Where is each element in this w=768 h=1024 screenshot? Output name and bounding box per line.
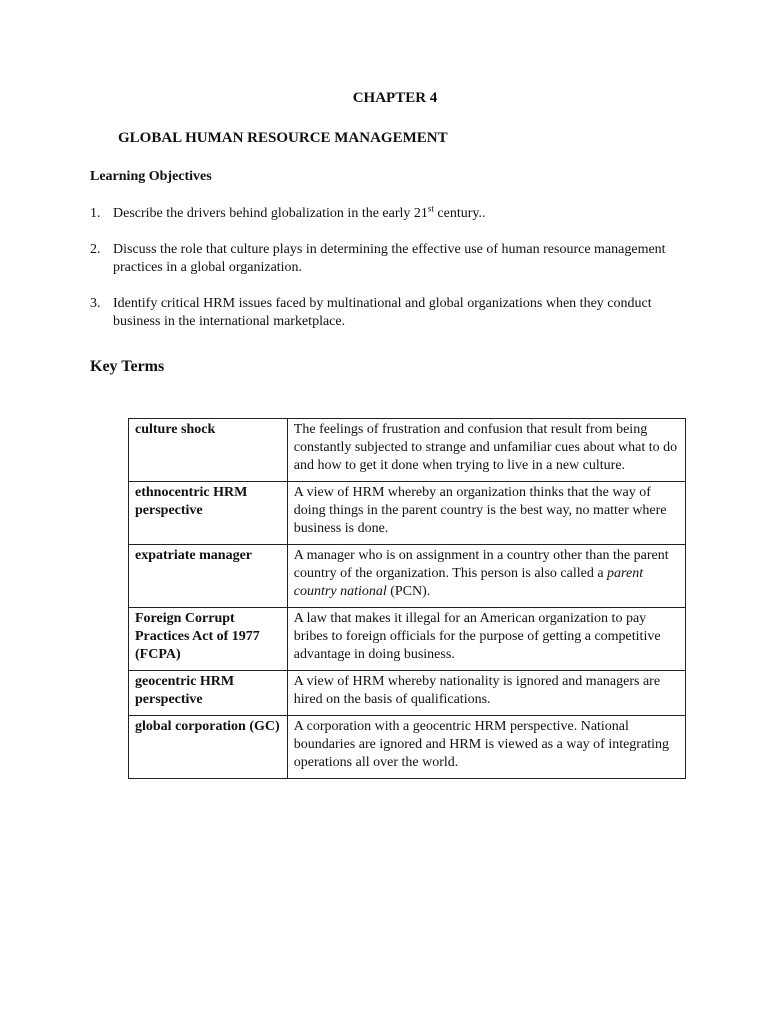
objective-text: Discuss the role that culture plays in determining the effective use of human resource management practices in a global organization. — [113, 242, 666, 275]
definition-cell: The feelings of frustration and confusion that result from being constantly subjected to strange and unfamiliar cues about what to do and how to get it done when trying to live in a new culture. — [287, 419, 685, 482]
page-title: GLOBAL HUMAN RESOURCE MANAGEMENT — [118, 130, 448, 146]
table-row — [129, 482, 686, 545]
objective-text-part: century.. — [433, 206, 486, 221]
term-cell: geocentric HRM perspective — [129, 671, 288, 716]
term-cell: expatriate manager — [129, 545, 288, 608]
term-cell: culture shock — [129, 419, 288, 482]
objective-text — [113, 205, 690, 223]
learning-objectives-list — [90, 205, 690, 349]
definition-cell: A law that makes it illegal for an American organization to pay bribes to foreign officials for the purpose of getting a competitive advantage in doing business. — [287, 608, 685, 671]
objective-item — [90, 295, 690, 331]
definition-text-part: A manager who is on assignment in a country other than the parent country of the organization. This person is also called a — [293, 548, 669, 581]
definition-cell: A view of HRM whereby nationality is ignored and managers are hired on the basis of qualifications. — [287, 671, 685, 716]
table-row — [129, 716, 686, 779]
objective-text-part: Describe the drivers behind globalization in the early 21 — [113, 206, 428, 221]
objective-item — [90, 241, 690, 277]
term-cell: Foreign Corrupt Practices Act of 1977 (FCPA) — [129, 608, 288, 671]
definition-cell — [287, 545, 685, 608]
definition-emphasis: parent country national — [293, 566, 644, 599]
table-row — [129, 419, 686, 482]
term-cell: ethnocentric HRM perspective — [129, 482, 288, 545]
objective-number: 2. — [90, 242, 101, 257]
term-cell: global corporation (GC) — [129, 716, 288, 779]
table-row — [129, 545, 686, 608]
definition-text-part: (PCN). — [386, 584, 431, 599]
chapter-heading: CHAPTER 4 — [352, 90, 438, 106]
objective-text: Identify critical HRM issues faced by multinational and global organizations when they conduct business in the international marketplace. — [113, 296, 652, 329]
key-terms-table — [128, 418, 686, 779]
definition-cell: A corporation with a geocentric HRM perspective. National boundaries are ignored and HRM is viewed as a way of integrating operations all over the world. — [287, 716, 685, 779]
objective-superscript: st — [427, 203, 434, 214]
definition-cell: A view of HRM whereby an organization thinks that the way of doing things in the parent country is the best way, no matter where business is done. — [287, 482, 685, 545]
table-row — [129, 671, 686, 716]
key-terms-heading: Key Terms — [90, 358, 165, 375]
objective-number: 1. — [90, 206, 101, 221]
objective-number: 3. — [90, 296, 101, 311]
objective-item — [90, 205, 690, 223]
table-row — [129, 608, 686, 671]
learning-objectives-heading: Learning Objectives — [90, 169, 212, 184]
